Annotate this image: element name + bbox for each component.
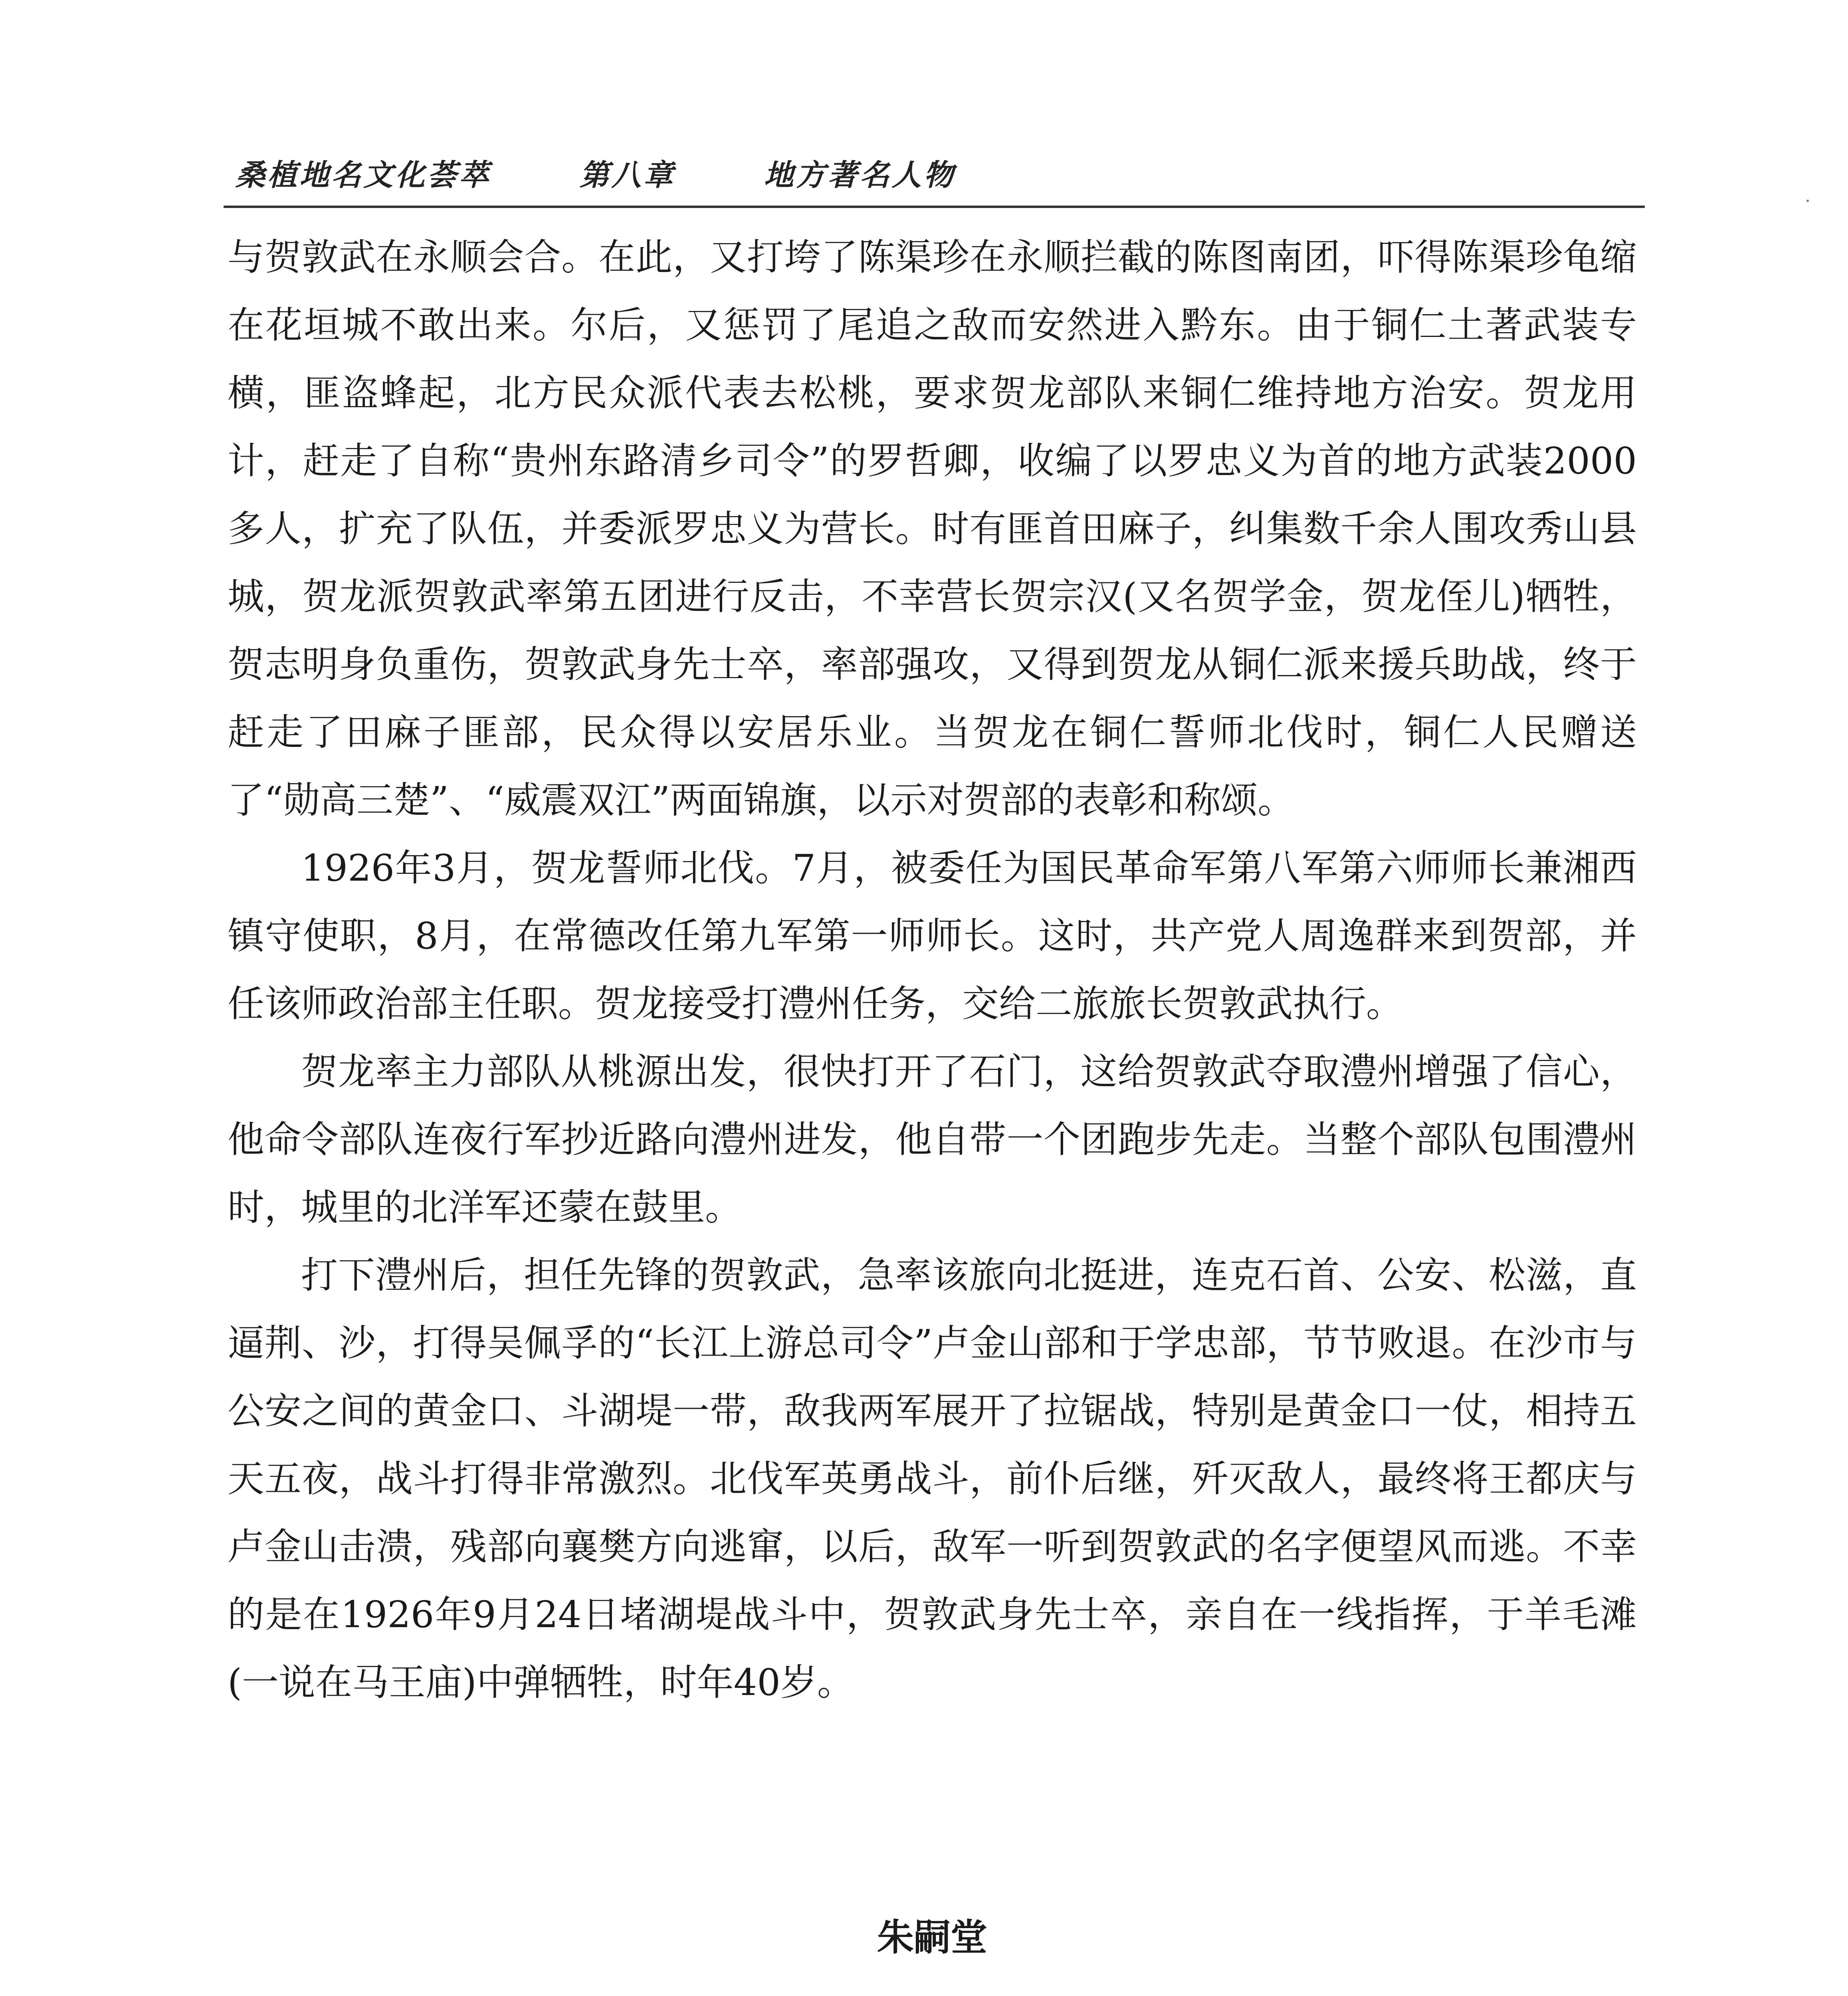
paragraph: 贺龙率主力部队从桃源出发，很快打开了石门，这给贺敦武夺取澧州增强了信心，他命令部队连夜行军抄近路向澧州进发，他自带一个团跑步先走。当整个部队包围澧州时，城里的北洋军还蒙在鼓里。 — [228, 1050, 1637, 1229]
paragraph: 1926年3月，贺龙誓师北伐。7月，被委任为国民革命军第八军第六师师长兼湘西镇守使职，8月，在常德改任第九军第一师师长。这时，共产党人周逸群来到贺部，并任该师政治部主任职。贺龙接受打澧州任务，交给二旅旅长贺敦武执行。 — [228, 847, 1637, 1025]
paragraph: 打下澧州后，担任先锋的贺敦武，急率该旅向北挺进，连克石首、公安、松滋，直逼荆、沙，打得吴佩孚的“长江上游总司令”卢金山部和于学忠部，节节败退。在沙市与公安之间的黄金口、斗湖堤一带，敌我两军展开了拉锯战，特别是黄金口一仗，相持五天五夜，战斗打得非常激烈。北伐军英勇战斗，前仆后继，歼灭敌人，最终将王都庆与卢金山击溃，残部向襄樊方向逃窜，以后，敌军一听到贺敦武的名字便望风而逃。不幸的是在1926年9月24日堵湖堤战斗中，贺敦武身先士卒，亲自在一线指挥，于羊毛滩(一说在马王庙)中弹牺牲，时年40岁。 — [228, 1254, 1637, 1704]
main-text — [228, 224, 1637, 1717]
section-title: 朱嗣堂 — [877, 1916, 987, 1959]
running-header — [236, 152, 1625, 194]
header-section: 地方著名人物 — [764, 158, 956, 192]
scan-speck — [1806, 200, 1809, 202]
header-rule — [224, 206, 1645, 208]
paragraph: 与贺敦武在永顺会合。在此，又打垮了陈渠珍在永顺拦截的陈图南团，吓得陈渠珍龟缩在花垣城不敢出来。尔后，又惩罚了尾追之敌而安然进入黔东。由于铜仁土著武装专横，匪盗蜂起，北方民众派代表去松桃，要求贺龙部队来铜仁维持地方治安。贺龙用计，赶走了自称“贵州东路清乡司令”的罗哲卿，收编了以罗忠义为首的地方武装2000多人，扩充了队伍，并委派罗忠义为营长。时有匪首田麻子，纠集数千余人围攻秀山县城，贺龙派贺敦武率第五团进行反击，不幸营长贺宗汉(又名贺学金，贺龙侄儿)牺牲，贺志明身负重伤，贺敦武身先士卒，率部强攻，又得到贺龙从铜仁派来援兵助战，终于赶走了田麻子匪部，民众得以安居乐业。当贺龙在铜仁誓师北伐时，铜仁人民赠送了“勋高三楚”、“威震双江”两面锦旗，以示对贺部的表彰和称颂。 — [228, 236, 1637, 822]
header-chapter: 第八章 — [579, 158, 675, 192]
header-book-title: 桑植地名文化荟萃 — [236, 158, 491, 192]
